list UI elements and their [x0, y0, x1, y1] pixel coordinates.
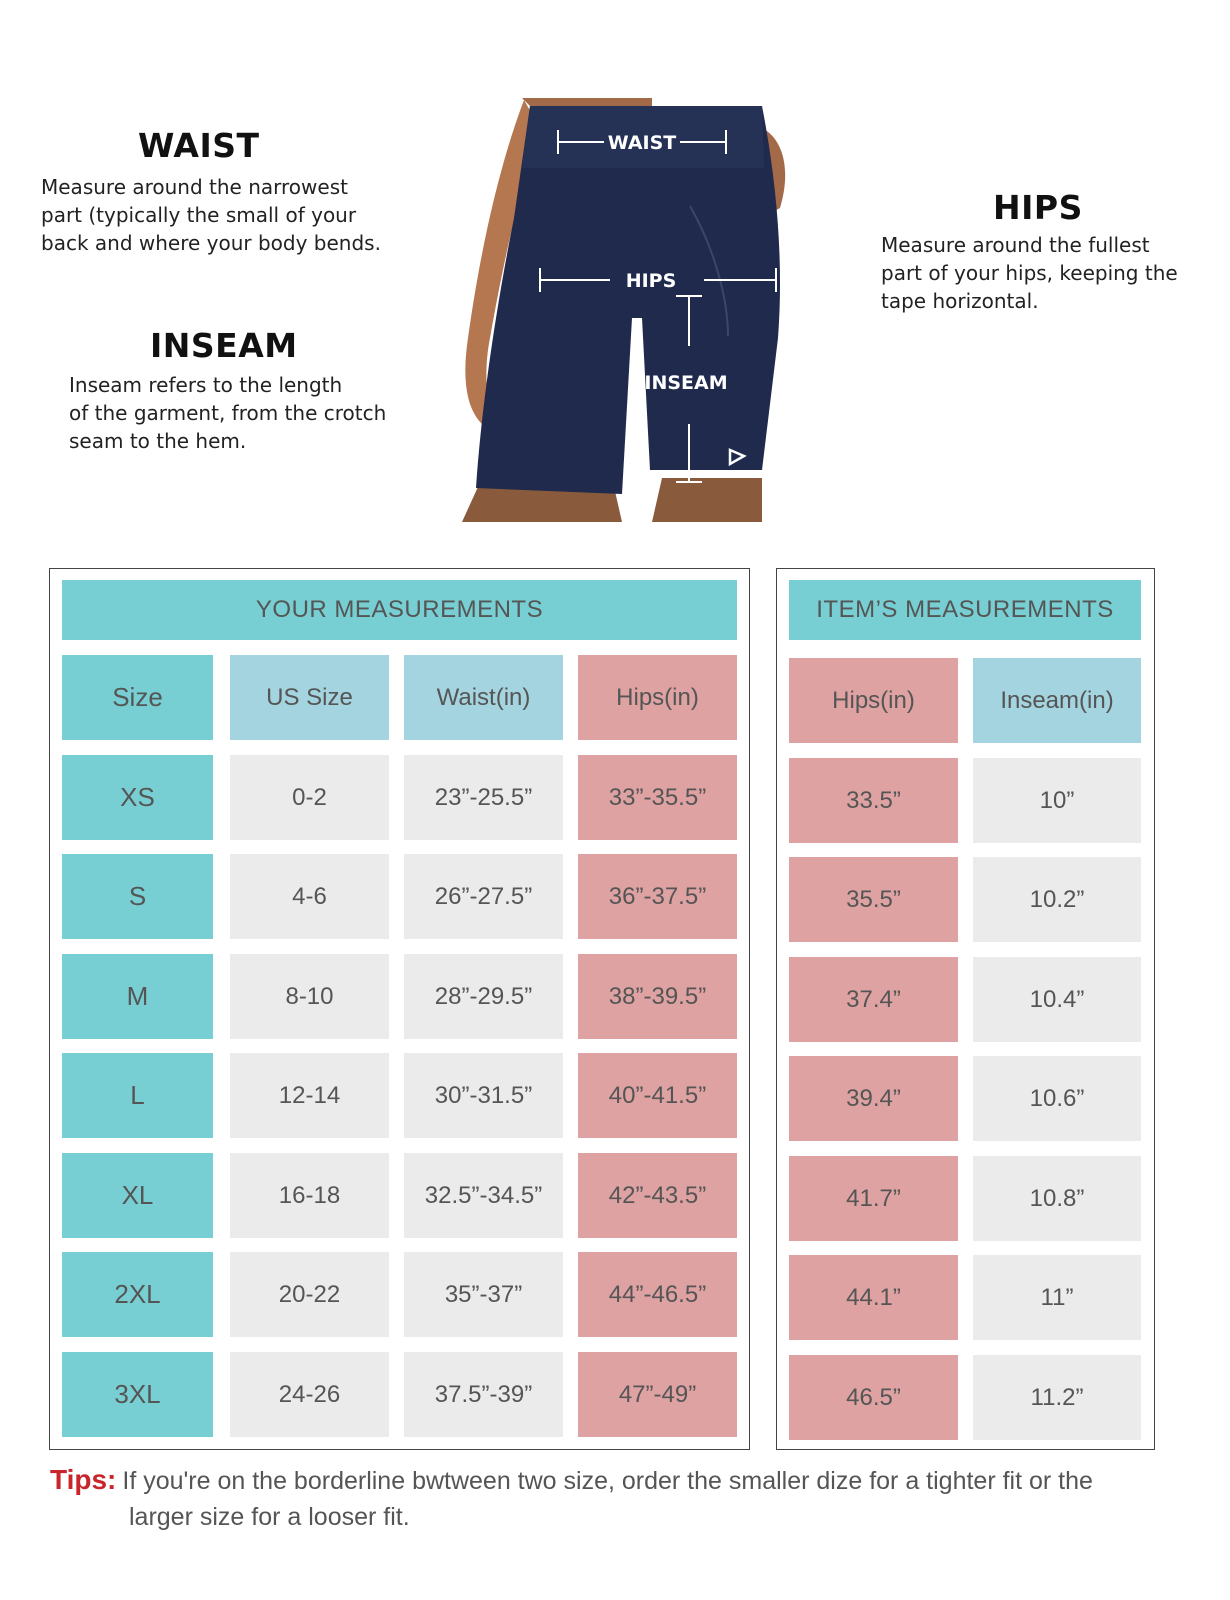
inseam-desc-line: Inseam refers to the length — [69, 373, 343, 397]
header-waist: Waist(in) — [404, 655, 563, 740]
us-size-cell: 0-2 — [230, 755, 389, 840]
item-inseam-cell: 10.4” — [973, 957, 1141, 1042]
waist-desc-line: Measure around the narrowest — [41, 175, 348, 199]
item-hips-cell: 39.4” — [789, 1056, 958, 1141]
waist-cell: 37.5”-39” — [404, 1352, 563, 1437]
hips-cell: 40”-41.5” — [578, 1053, 737, 1138]
tips-label: Tips: — [50, 1464, 117, 1495]
item-hips-cell: 33.5” — [789, 758, 958, 843]
hips-cell: 38”-39.5” — [578, 954, 737, 1039]
size-cell: S — [62, 854, 213, 939]
waist-title: WAIST — [138, 126, 260, 165]
hips-marker-label: HIPS — [625, 270, 677, 292]
item-hips-cell: 37.4” — [789, 957, 958, 1042]
waist-desc-line: back and where your body bends. — [41, 231, 381, 255]
us-size-cell: 4-6 — [230, 854, 389, 939]
hips-description — [881, 231, 1178, 315]
item-inseam-cell: 10.6” — [973, 1056, 1141, 1141]
tips-line-2: larger size for a looser fit. — [129, 1503, 410, 1531]
waist-cell: 23”-25.5” — [404, 755, 563, 840]
hips-desc-line: tape horizontal. — [881, 289, 1039, 313]
item-inseam-cell: 10.2” — [973, 857, 1141, 942]
inseam-title: INSEAM — [150, 326, 298, 365]
item-inseam-cell: 10.8” — [973, 1156, 1141, 1241]
waist-cell: 32.5”-34.5” — [404, 1153, 563, 1238]
waist-cell: 28”-29.5” — [404, 954, 563, 1039]
us-size-cell: 8-10 — [230, 954, 389, 1039]
item-hips-cell: 35.5” — [789, 857, 958, 942]
size-cell: L — [62, 1053, 213, 1138]
us-size-cell: 16-18 — [230, 1153, 389, 1238]
item-hips-cell: 44.1” — [789, 1255, 958, 1340]
us-size-cell: 12-14 — [230, 1053, 389, 1138]
hips-desc-line: part of your hips, keeping the — [881, 261, 1178, 285]
tips-note — [50, 1462, 1180, 1535]
hips-title: HIPS — [993, 188, 1083, 227]
size-cell: 3XL — [62, 1352, 213, 1437]
waist-description — [41, 173, 381, 257]
shorts-figure — [462, 98, 798, 522]
tips-line-1: If you're on the borderline bwtween two size, order the smaller dize for a tighter fit or the — [122, 1467, 1093, 1495]
waist-marker-label: WAIST — [607, 132, 677, 154]
hips-cell: 36”-37.5” — [578, 854, 737, 939]
header-hips: Hips(in) — [578, 655, 737, 740]
us-size-cell: 20-22 — [230, 1252, 389, 1337]
item-inseam-cell: 11.2” — [973, 1355, 1141, 1440]
item-measurements-title: ITEM’S MEASUREMENTS — [789, 580, 1141, 640]
inseam-desc-line: seam to the hem. — [69, 429, 247, 453]
size-cell: XL — [62, 1153, 213, 1238]
waist-cell: 30”-31.5” — [404, 1053, 563, 1138]
hips-desc-line: Measure around the fullest — [881, 233, 1150, 257]
hips-cell: 47”-49” — [578, 1352, 737, 1437]
waist-desc-line: part (typically the small of your — [41, 203, 357, 227]
size-cell: 2XL — [62, 1252, 213, 1337]
item-hips-cell: 46.5” — [789, 1355, 958, 1440]
item-inseam-cell: 10” — [973, 758, 1141, 843]
inseam-desc-line: of the garment, from the crotch — [69, 401, 387, 425]
item-inseam-cell: 11” — [973, 1255, 1141, 1340]
size-cell: M — [62, 954, 213, 1039]
waist-cell: 26”-27.5” — [404, 854, 563, 939]
header-us-size: US Size — [230, 655, 389, 740]
waist-cell: 35”-37” — [404, 1252, 563, 1337]
hips-cell: 44”-46.5” — [578, 1252, 737, 1337]
inseam-description — [69, 371, 386, 455]
your-measurements-title: YOUR MEASUREMENTS — [62, 580, 737, 640]
size-cell: XS — [62, 755, 213, 840]
item-hips-cell: 41.7” — [789, 1156, 958, 1241]
header-item-inseam: Inseam(in) — [973, 658, 1141, 743]
hips-cell: 42”-43.5” — [578, 1153, 737, 1238]
header-item-hips: Hips(in) — [789, 658, 958, 743]
inseam-marker-label: INSEAM — [644, 372, 728, 394]
header-size: Size — [62, 655, 213, 740]
us-size-cell: 24-26 — [230, 1352, 389, 1437]
model-legs-right — [652, 478, 762, 522]
hips-cell: 33”-35.5” — [578, 755, 737, 840]
